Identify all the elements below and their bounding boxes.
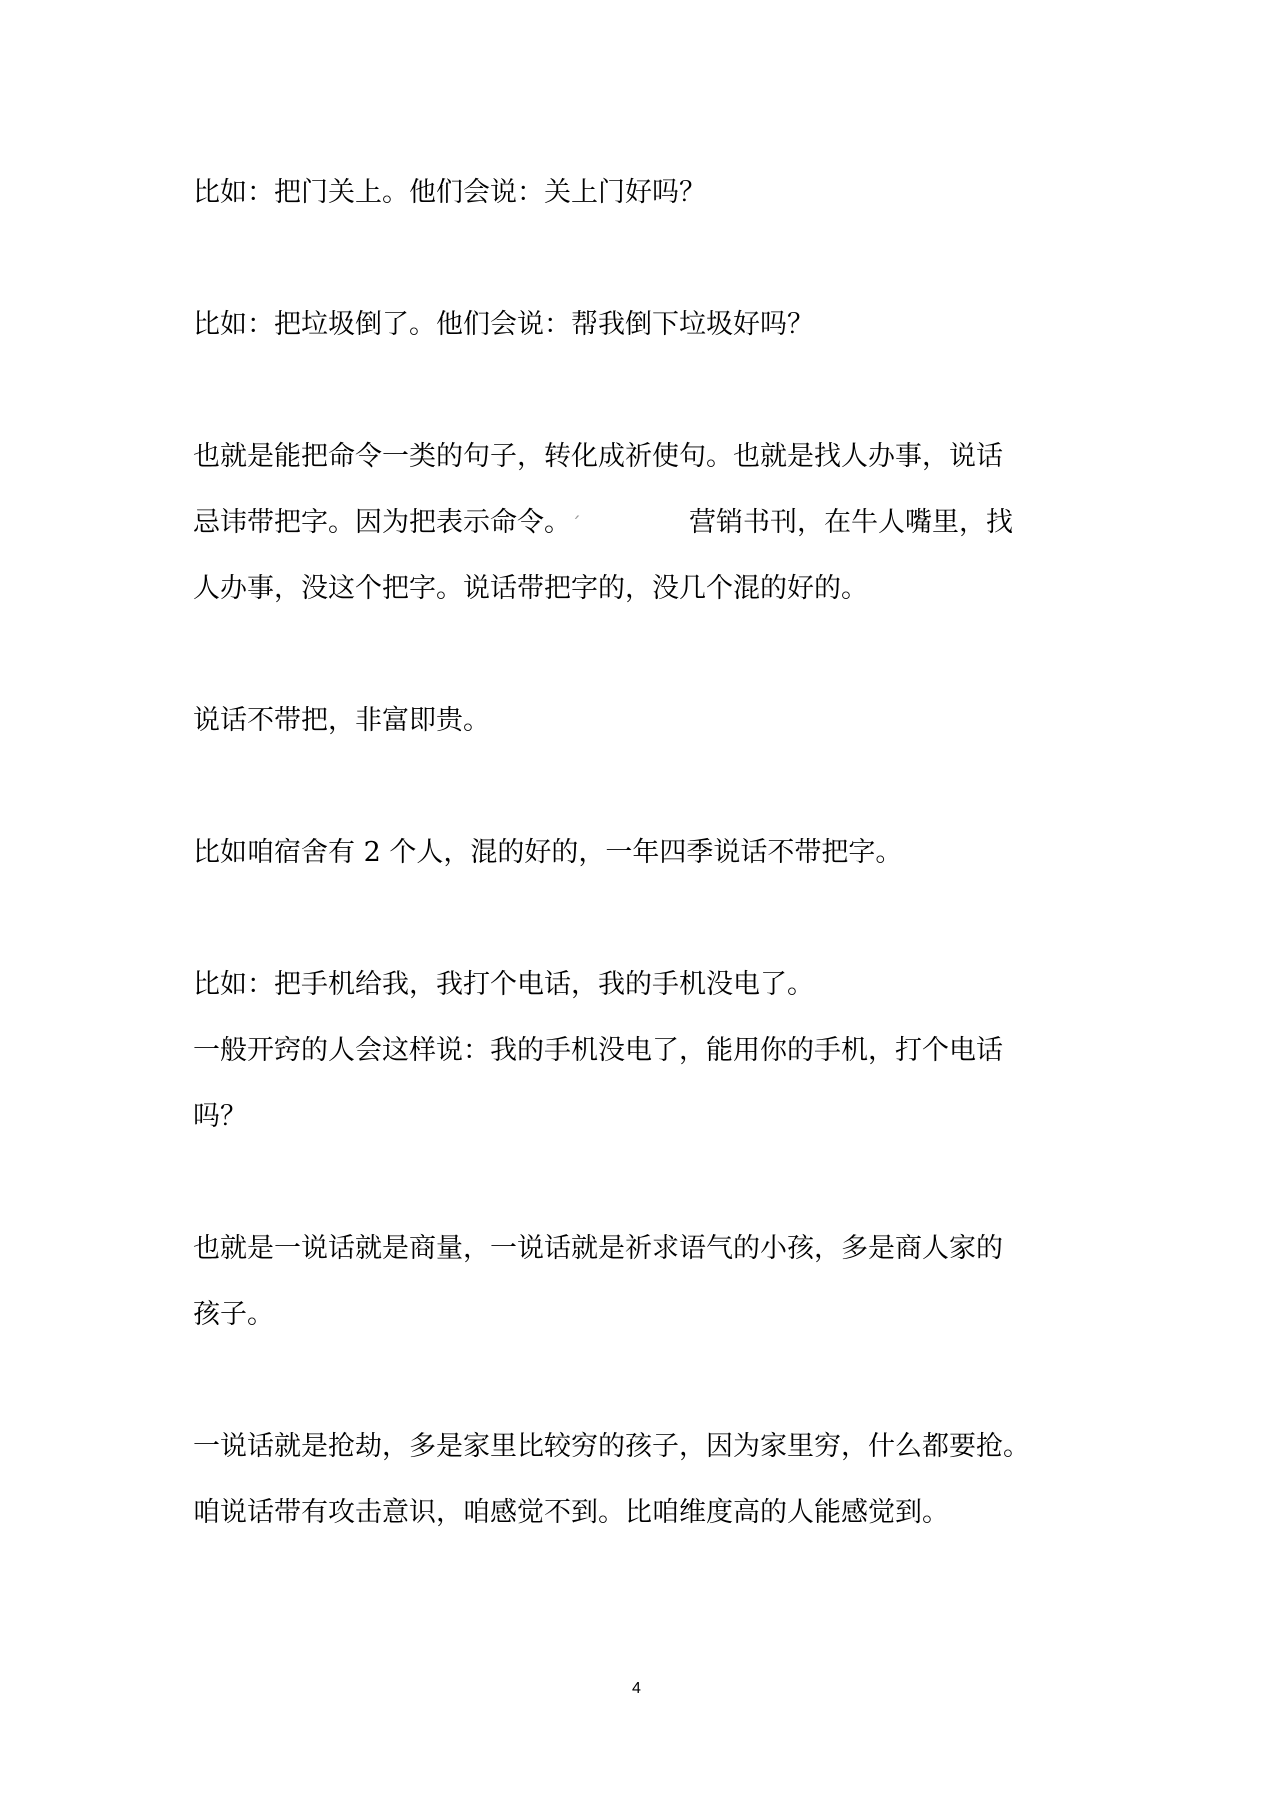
paragraph-3-line-2-end: 营销书刊，在牛人嘴里，找 xyxy=(689,507,1013,538)
paragraph-3-line-1: 也就是能把命令一类的句子，转化成祈使句。也就是找人办事，说话 xyxy=(193,441,1003,472)
paragraph-6-line-2: 一般开窍的人会这样说：我的手机没电了，能用你的手机，打个电话 xyxy=(193,1035,1003,1066)
paragraph-3-line-2 xyxy=(193,490,1093,557)
paragraph-7-line-1: 也就是一说话就是商量，一说话就是祈求语气的小孩，多是商人家的 xyxy=(193,1233,1003,1264)
paragraph-8-line-1: 一说话就是抢劫，多是家里比较穷的孩子，因为家里穷，什么都要抢。 xyxy=(193,1431,1030,1462)
paragraph-4: 说话不带把，非富即贵。 xyxy=(193,705,490,736)
paragraph-1: 比如：把门关上。他们会说：关上门好吗？ xyxy=(193,177,706,208)
page-number: 4 xyxy=(632,1680,641,1697)
stray-mark: ˊ xyxy=(571,512,581,536)
paragraph-6-line-3: 吗？ xyxy=(193,1101,247,1132)
paragraph-2: 比如：把垃圾倒了。他们会说：帮我倒下垃圾好吗？ xyxy=(193,309,814,340)
paragraph-6-line-1: 比如：把手机给我，我打个电话，我的手机没电了。 xyxy=(193,969,814,1000)
paragraph-7-line-2: 孩子。 xyxy=(193,1299,274,1330)
paragraph-8-line-2: 咱说话带有攻击意识，咱感觉不到。比咱维度高的人能感觉到。 xyxy=(193,1497,949,1528)
paragraph-3-line-3: 人办事，没这个把字。说话带把字的，没几个混的好的。 xyxy=(193,573,868,604)
paragraph-5: 比如咱宿舍有 2 个人，混的好的，一年四季说话不带把字。 xyxy=(193,837,903,868)
paragraph-3-line-2-start: 忌讳带把字。因为把表示命令。 xyxy=(193,507,571,538)
